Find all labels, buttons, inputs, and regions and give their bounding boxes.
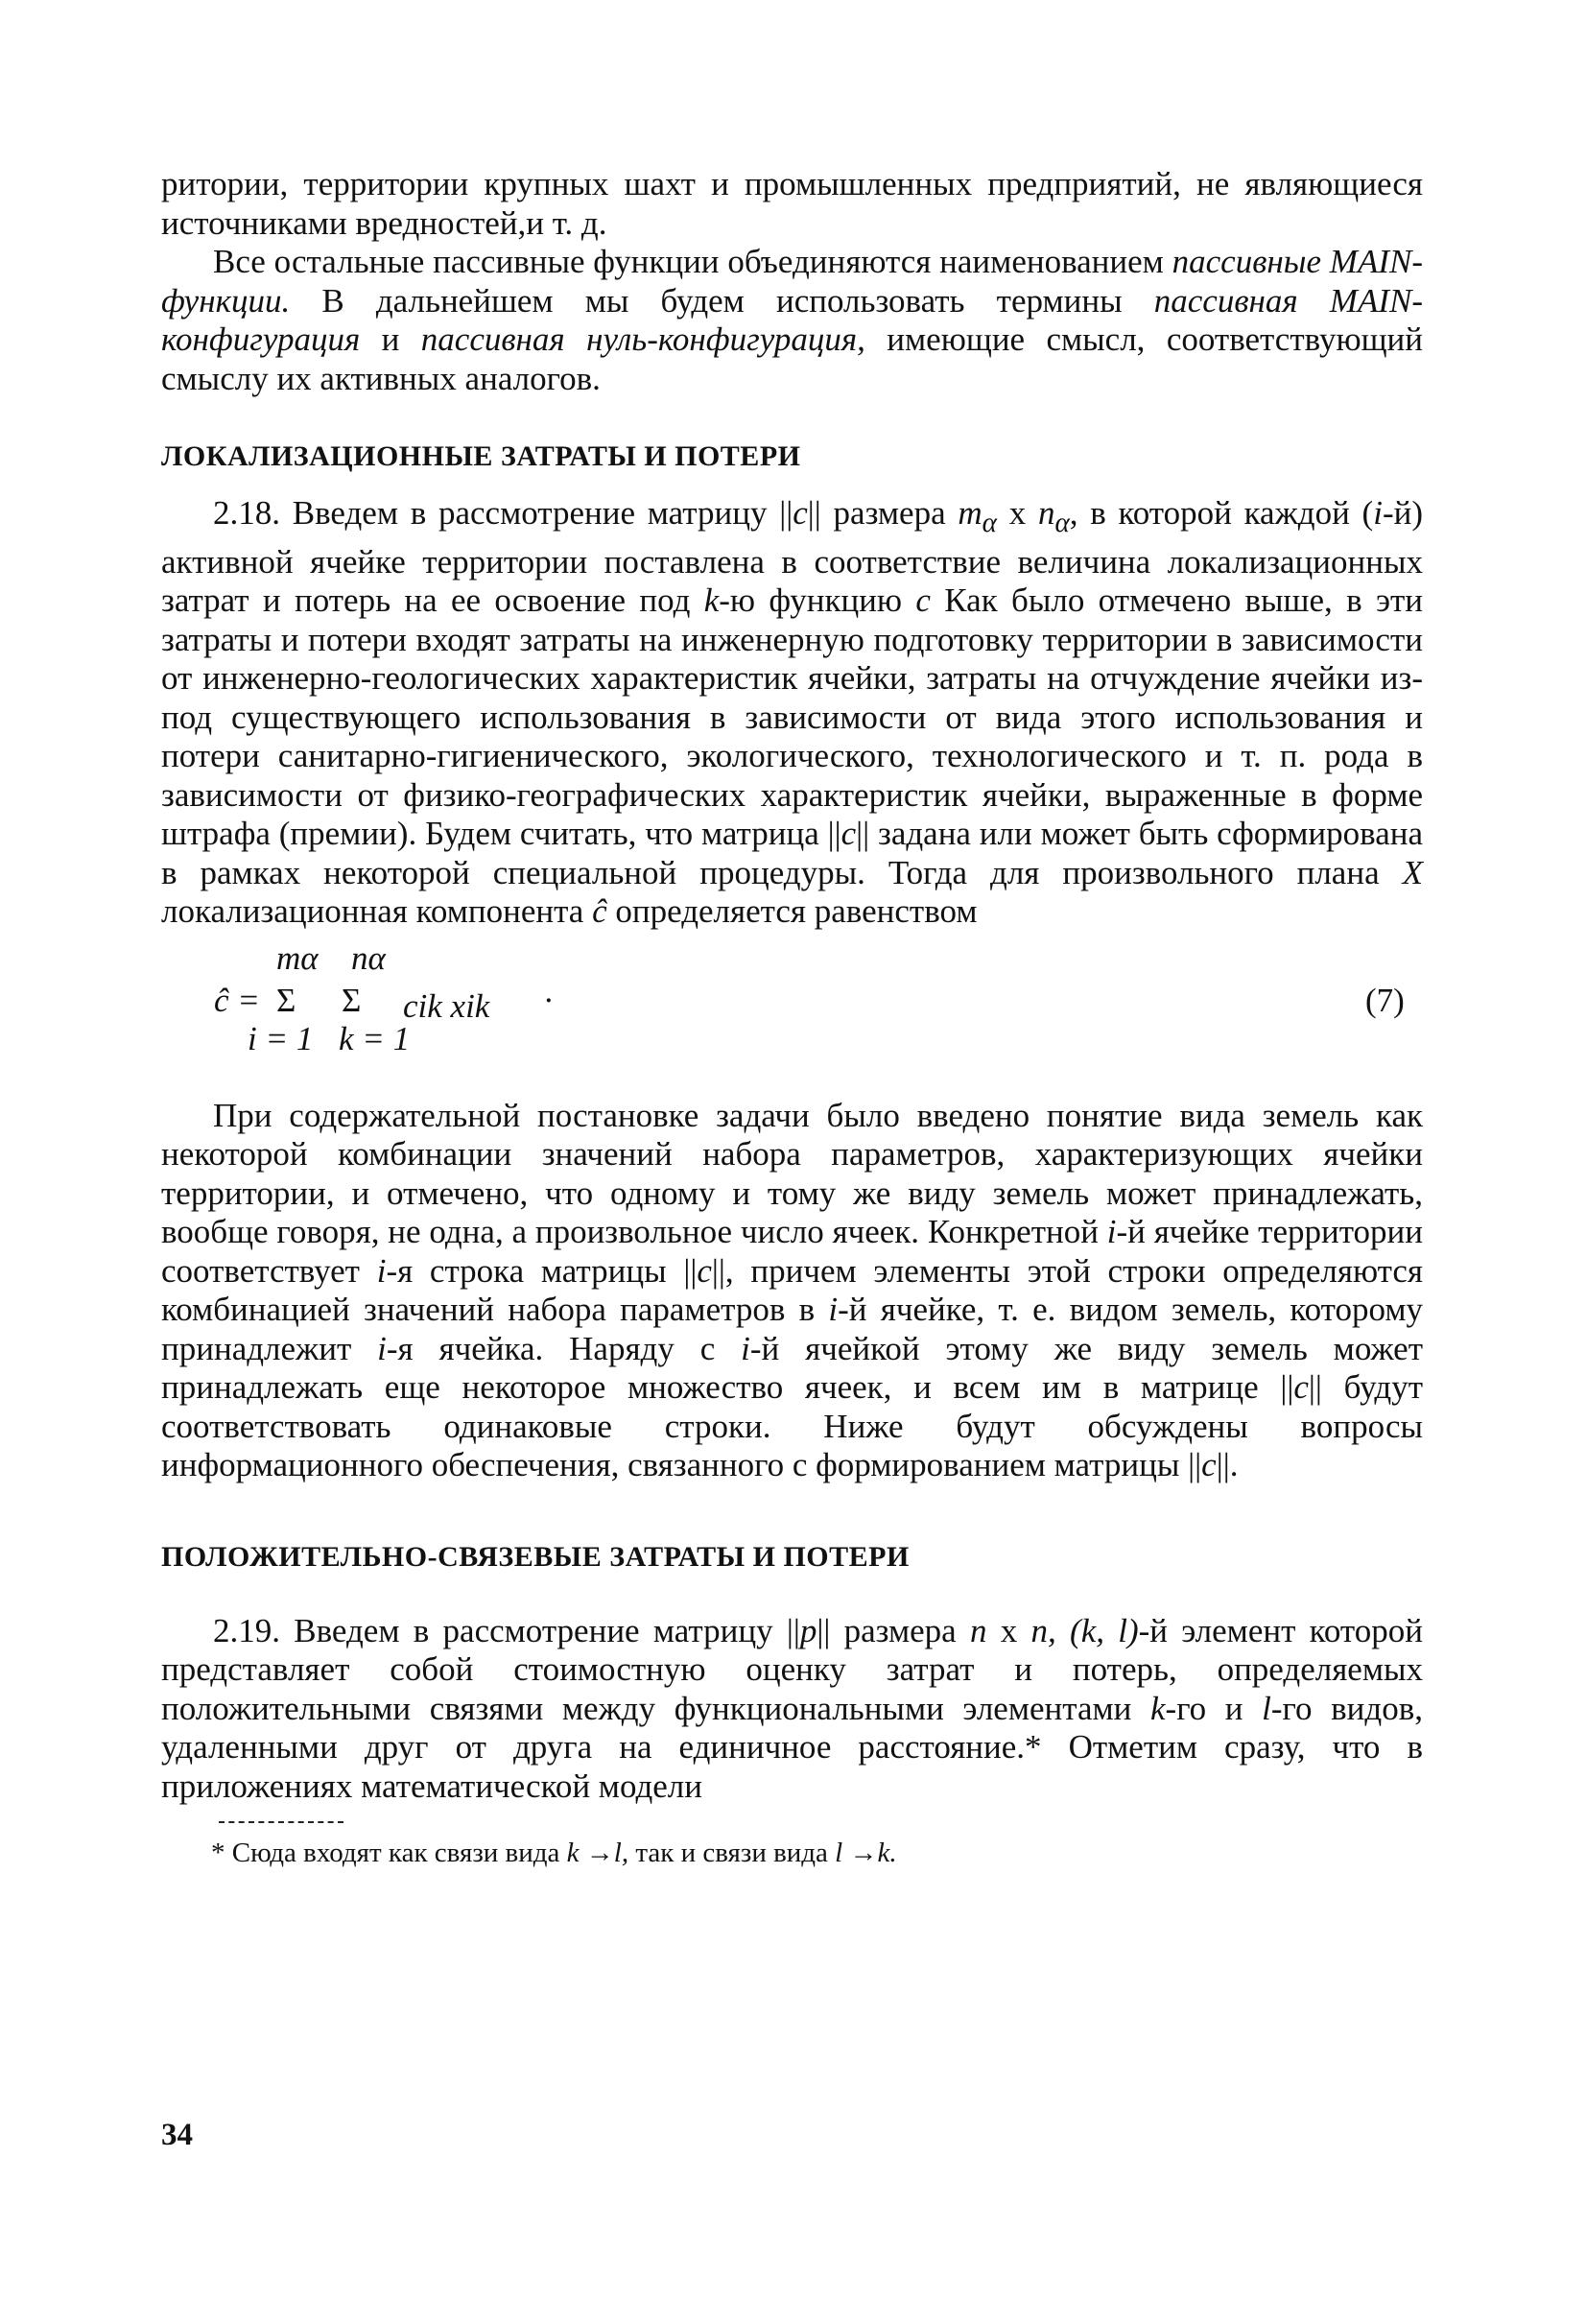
page-body <box>161 165 1423 1869</box>
sum-symbol-k: Σ <box>342 981 362 1019</box>
paragraph-land-types: При содержательной постановке задачи было введено понятие вида земель как некоторой комбинации значений набора параметров, характеризующих ячейки территории, и отмечено, что одному и тому же виду земель может принадлежать, вообще говоря, не одна, а произвольное число ячеек. Конкретной i-й ячейке территории соответствует i-я строка матрицы ||c||, причем элементы этой строки определяются комбинацией значений набора параметров в i-й ячейке, т. е. видом земель, которому принадлежит i-я ячейка. Наряду с i-й ячейкой этому же виду земель может принадлежать еще некоторое множество ячеек, и всем им в матрице ||c|| будут соответствовать одинаковые строки. Ниже будут обсуждены вопросы информационного обеспечения, связанного с формированием матрицы ||c||. <box>161 1096 1424 1483</box>
sum-symbol-i: Σ <box>276 981 296 1019</box>
sum-upper-limit-m: mα <box>276 938 319 977</box>
sum-lower-limit-i: i = 1 <box>248 1019 314 1057</box>
section-heading-localization-costs: ЛОКАЛИЗАЦИОННЫЕ ЗАТРАТЫ И ПОТЕРИ <box>161 440 801 472</box>
paragraph-continuation: ритории, территории крупных шахт и промышленных предприятий, не являющиеся источниками вредностей,и т. д. <box>161 165 1423 242</box>
footnote-separator <box>219 1821 343 1823</box>
paragraph-2-19: 2.19. Введем в рассмотрение матрицу ||p|| размера n x n, (k, l)-й элемент которой представляет собой стоимостную оценку затрат и потерь, определяемых положительными связями между функциональными элементами k-го и l-го видов, удаленными друг от друга на единичное расстояние.* Отметим сразу, что в приложениях математической модели <box>161 1611 1423 1805</box>
equation-lhs: ĉ = <box>214 981 260 1019</box>
sum-lower-limit-k: k = 1 <box>339 1019 411 1057</box>
section-heading-positive-link-costs: ПОЛОЖИТЕЛЬНО-СВЯЗЕВЫЕ ЗАТРАТЫ И ПОТЕРИ <box>161 1540 910 1573</box>
paragraph-2-18: 2.18. Введем в рассмотрение матрицу ||c|| размера $m_\alpha$ x $n_\alpha$, в которой каждой (i-й) активной ячейке территории поставлена в соответствие величина локализационных затрат и потерь на ее освоение под k-ю функцию c Как было отмечено выше, в эти затраты и потери входят затраты на инженерную подготовку территории в зависимости от инженерно-геологических характеристик ячейки, затраты на отчуждение ячейки из-под существующего использования в зависимости от вида этого использования и потери санитарно-гигиенического, экологического, технологического и т. п. рода в зависимости от физико-географических характеристик ячейки, выраженные в форме штрафа (премии). Будем считать, что матрица ||c|| задана или может быть сформирована в рамках некоторой специальной процедуры. Тогда для произвольного плана X локализационная компонента ĉ определяется равенством <box>161 494 1424 930</box>
equation-7 <box>161 932 1423 1076</box>
summand: cik xik <box>403 986 490 1025</box>
equation-number: (7) <box>1365 981 1405 1019</box>
sum-upper-limit-n: nα <box>351 938 386 977</box>
equation-dot: · <box>543 981 555 1019</box>
footnote: * Сюда входят как связи вида k →l, так и связи вида l →k. <box>211 1838 897 1868</box>
page-number: 34 <box>161 2118 193 2152</box>
paragraph-passive-functions: Все остальные пассивные функции объединяются наименованием пассивные MAIN-функции. В дальнейшем мы будем использовать термины пассивная MAIN-конфигурация и пассивная нуль-конфигурация, имеющие смысл, соответствующий смыслу их активных аналогов. <box>161 243 1424 397</box>
